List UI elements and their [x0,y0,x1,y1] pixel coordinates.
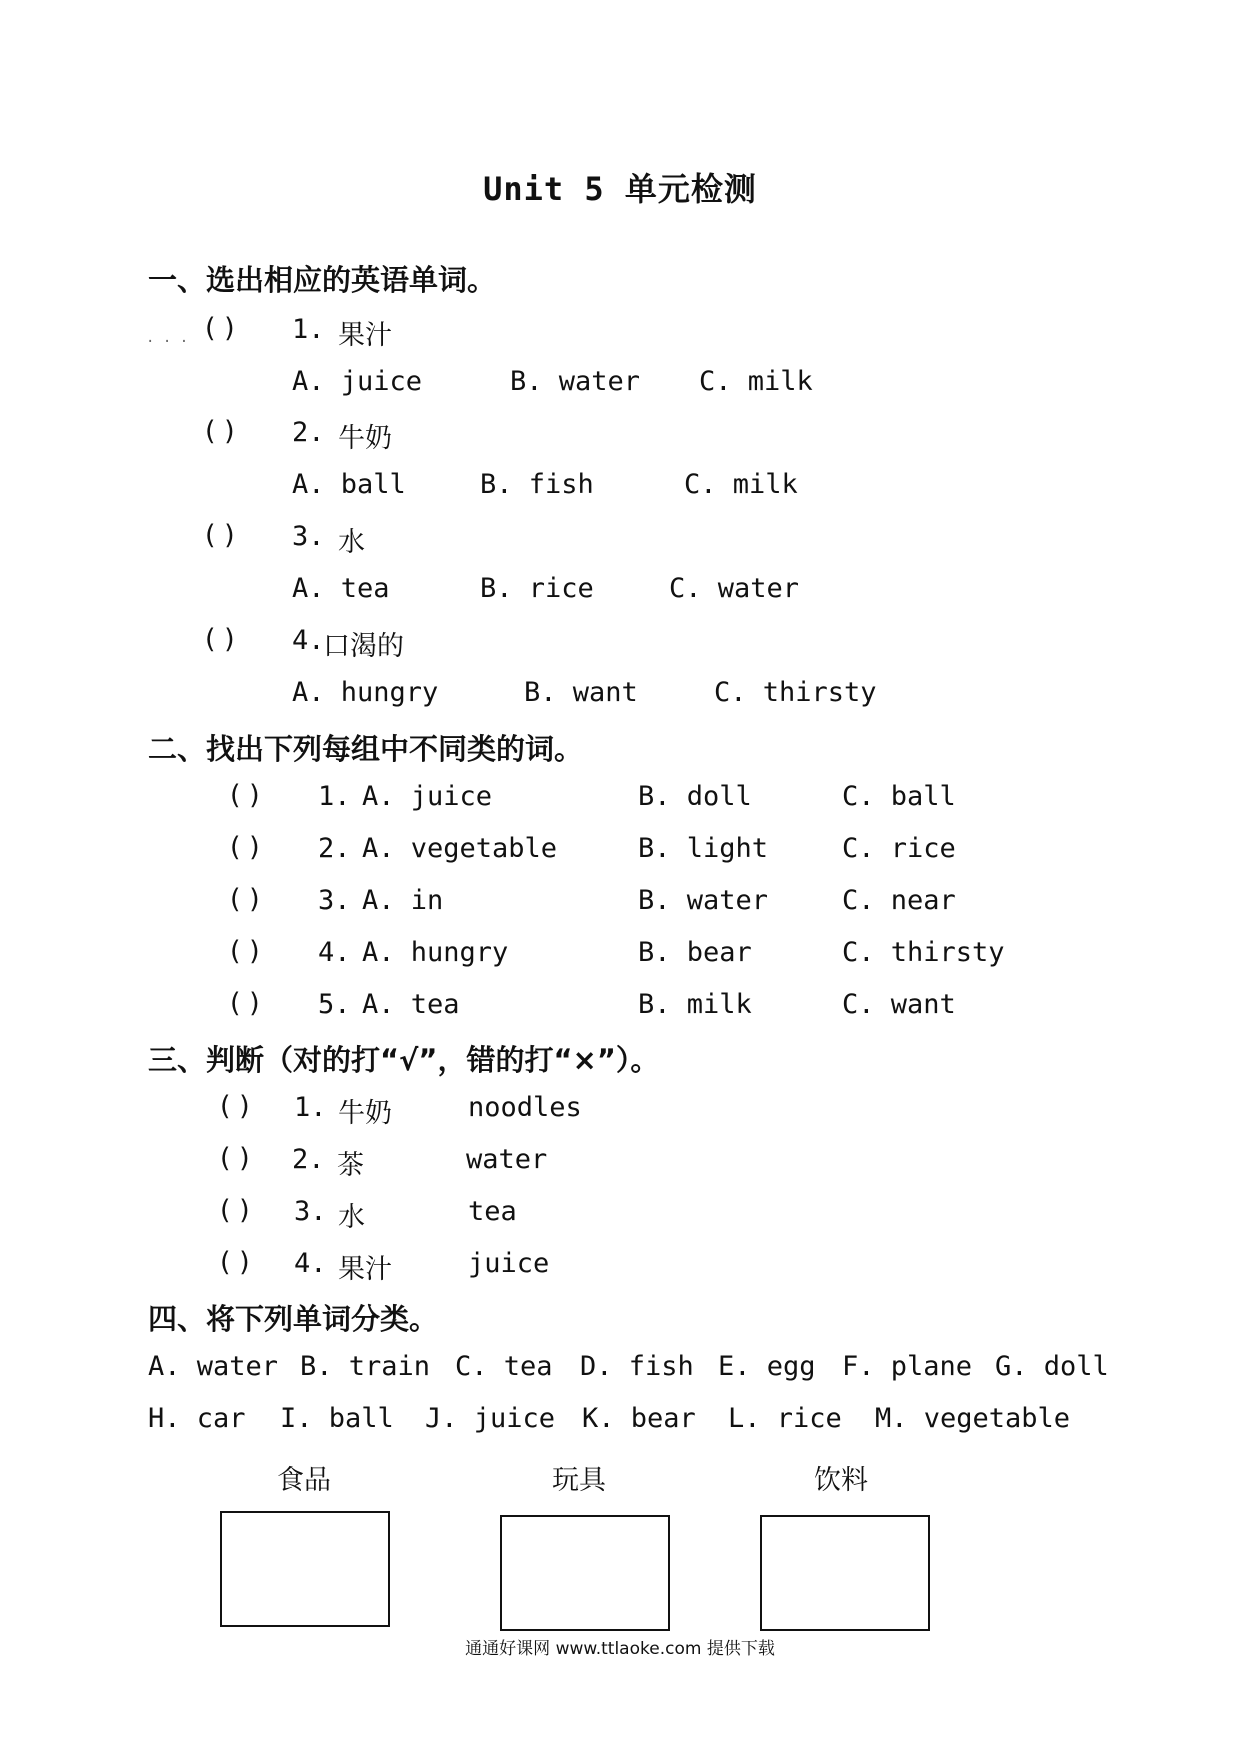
question-chinese: 水 [338,527,365,558]
answer-blank[interactable]: ( ) [230,832,260,863]
margin-dots: . . . [146,330,189,346]
option-b: B. water [510,366,641,397]
answer-blank[interactable]: ( ) [220,1195,250,1226]
option-a: A. tea [292,573,390,604]
question-chinese: 果汁 [338,320,392,351]
option-b: B. water [638,885,769,916]
option-c: C. near [842,885,956,916]
page-title: Unit 5 单元检测 [483,170,757,208]
question-number: 3. [318,885,351,916]
option-b: B. want [524,677,638,708]
question-chinese: 口渴的 [323,631,404,662]
option-c: C. want [842,989,956,1020]
option-a: A. hungry [362,937,509,968]
option-a: A. vegetable [362,833,558,864]
category-label-toys: 玩具 [552,1465,606,1496]
word-item: C. tea [455,1351,553,1382]
answer-blank[interactable]: ( ) [230,988,260,1019]
question-chinese: 茶 [337,1150,364,1181]
question-number: 4. [294,1248,327,1279]
word-item: B. train [300,1351,431,1382]
answer-blank[interactable]: ( ) [205,624,235,655]
word-item: E. egg [718,1351,816,1382]
section-4-heading: 四、将下列单词分类。 [148,1302,439,1336]
answer-box-toys[interactable] [500,1515,670,1631]
option-c: C. thirsty [714,677,877,708]
question-chinese: 水 [338,1202,365,1233]
section-2-heading: 二、找出下列每组中不同类的词。 [148,732,584,766]
answer-blank[interactable]: ( ) [205,313,235,344]
word-item: I. ball [280,1403,394,1434]
question-english: juice [468,1248,550,1279]
question-number: 5. [318,989,351,1020]
section-1-heading: 一、选出相应的英语单词。 [148,263,497,297]
question-english: water [466,1144,548,1175]
option-b: B. doll [638,781,752,812]
option-c: C. rice [842,833,956,864]
answer-blank[interactable]: ( ) [230,884,260,915]
option-a: A. ball [292,469,406,500]
answer-blank[interactable]: ( ) [220,1247,250,1278]
option-b: B. milk [638,989,752,1020]
question-number: 3. [294,1196,327,1227]
answer-blank[interactable]: ( ) [230,780,260,811]
option-a: A. juice [362,781,493,812]
word-item: D. fish [580,1351,694,1382]
question-number: 1. [318,781,351,812]
section-3-heading: 三、判断（对的打“√”，错的打“×”）。 [148,1043,660,1077]
answer-box-drinks[interactable] [760,1515,930,1631]
category-label-food: 食品 [277,1465,331,1496]
option-a: A. in [362,885,444,916]
word-item: K. bear [582,1403,696,1434]
option-b: B. bear [638,937,752,968]
word-item: G. doll [995,1351,1109,1382]
question-chinese: 牛奶 [338,423,392,454]
question-number: 2. [318,833,351,864]
word-item: L. rice [728,1403,842,1434]
option-b: B. light [638,833,769,864]
question-chinese: 果汁 [338,1254,392,1285]
option-c: C. ball [842,781,956,812]
question-number: 2. [292,417,325,448]
question-english: tea [468,1196,517,1227]
option-a: A. hungry [292,677,439,708]
answer-blank[interactable]: ( ) [205,416,235,447]
option-c: C. milk [684,469,798,500]
word-item: A. water [148,1351,279,1382]
question-number: 3. [292,521,325,552]
option-b: B. rice [480,573,594,604]
word-item: F. plane [842,1351,973,1382]
question-number: 4. [318,937,351,968]
answer-blank[interactable]: ( ) [220,1091,250,1122]
option-a: A. tea [362,989,460,1020]
answer-blank[interactable]: ( ) [205,520,235,551]
answer-blank[interactable]: ( ) [230,936,260,967]
option-c: C. thirsty [842,937,1005,968]
category-label-drinks: 饮料 [814,1465,868,1496]
answer-box-food[interactable] [220,1511,390,1627]
footer-watermark: 通通好课网 www.ttlaoke.com 提供下载 [465,1639,775,1659]
option-a: A. juice [292,366,423,397]
question-number: 1. [294,1092,327,1123]
option-b: B. fish [480,469,594,500]
answer-blank[interactable]: ( ) [220,1143,250,1174]
word-item: M. vegetable [875,1403,1071,1434]
option-c: C. milk [699,366,813,397]
question-english: noodles [468,1092,582,1123]
question-number: 2. [292,1144,325,1175]
word-item: J. juice [425,1403,556,1434]
option-c: C. water [669,573,800,604]
question-number: 1. [292,314,325,345]
word-item: H. car [148,1403,246,1434]
question-chinese: 牛奶 [338,1098,392,1129]
question-number: 4. [292,625,325,656]
